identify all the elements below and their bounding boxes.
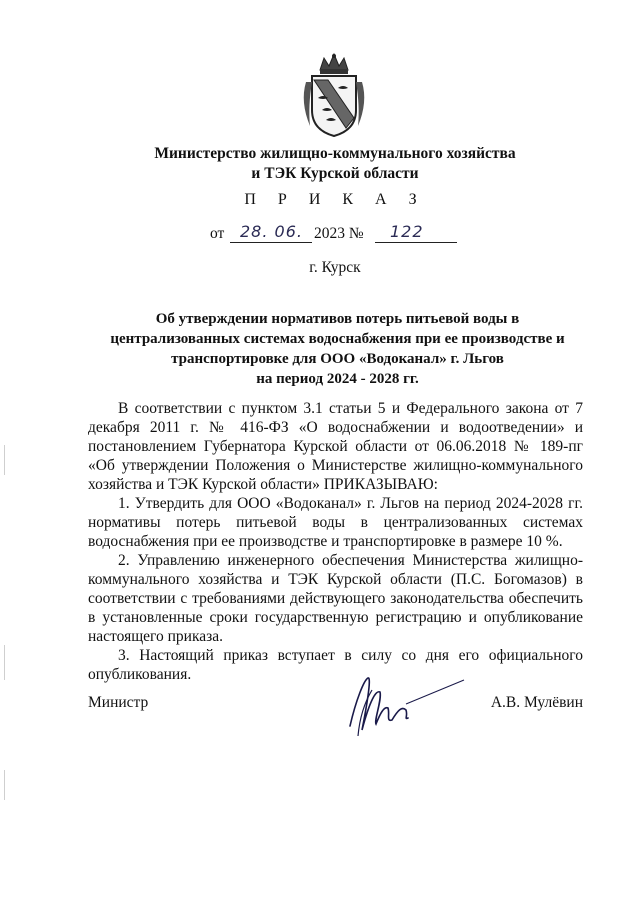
item-2-paragraph: 2. Управлению инженерного обеспечения Министерства жилищно-коммунального хозяйства и ТЭК Курской области (П.С. Богомазов) в соответствии с требованиями действующего законодательства обеспечить в установленные сроки государственную регистрацию и опубликование настоящего приказа. bbox=[88, 552, 583, 645]
heading-line-1: Об утверждении нормативов потерь питьевой воды в bbox=[155, 311, 520, 327]
handwritten-date: 28. 06. bbox=[240, 222, 303, 241]
ministry-name bbox=[130, 144, 540, 184]
handwritten-signature bbox=[346, 670, 466, 740]
scan-edge-mark bbox=[4, 445, 8, 475]
order-date-line bbox=[210, 222, 470, 249]
number-underline bbox=[375, 242, 457, 243]
coat-of-arms-icon bbox=[298, 52, 370, 138]
handwritten-number: 122 bbox=[390, 222, 424, 241]
heading-line-4: на период 2024 - 2028 гг. bbox=[256, 371, 419, 387]
preamble-paragraph: В соответствии с пунктом 3.1 статьи 5 и Федерального закона от 7 декабря 2011 г. № 416-ФЗ «О водоснабжении и водоотведении» и постановлением Губернатора Курской области от 06.06.2018 № 189-пг «Об утверждении Положения о Министерстве жилищно-коммунального хозяйства и ТЭК Курской области» ПРИКАЗЫВАЮ: bbox=[88, 400, 583, 493]
item-3-paragraph: 3. Настоящий приказ вступает в силу со дня его официального опубликования. bbox=[88, 647, 583, 683]
ministry-line-2: и ТЭК Курской области bbox=[251, 165, 419, 182]
signatory-role: Министр bbox=[88, 694, 149, 711]
ministry-line-1: Министерство жилищно-коммунального хозяйства bbox=[154, 145, 516, 162]
date-year: 2023 № bbox=[314, 225, 364, 242]
item-1-paragraph: 1. Утвердить для ООО «Водоканал» г. Льгов на период 2024-2028 гг. нормативы потерь питьевой воды в централизованных системах водоснабжения при ее производстве и транспортировке в размере 10 %. bbox=[88, 495, 583, 550]
order-title: П Р И К А З bbox=[244, 191, 426, 208]
date-prefix: от bbox=[210, 225, 225, 242]
signatory-name: А.В. Мулёвин bbox=[490, 694, 583, 711]
scan-edge-mark bbox=[4, 770, 8, 800]
order-body bbox=[88, 399, 583, 684]
order-heading bbox=[105, 309, 570, 389]
signature-block bbox=[88, 694, 583, 734]
city: г. Курск bbox=[309, 259, 361, 276]
heading-line-2: централизованных системах водоснабжения при ее производстве и bbox=[110, 331, 565, 347]
scan-edge-mark bbox=[4, 645, 8, 680]
heading-line-3: транспортировке для ООО «Водоканал» г. Льгов bbox=[171, 351, 504, 367]
date-underline bbox=[230, 242, 312, 243]
